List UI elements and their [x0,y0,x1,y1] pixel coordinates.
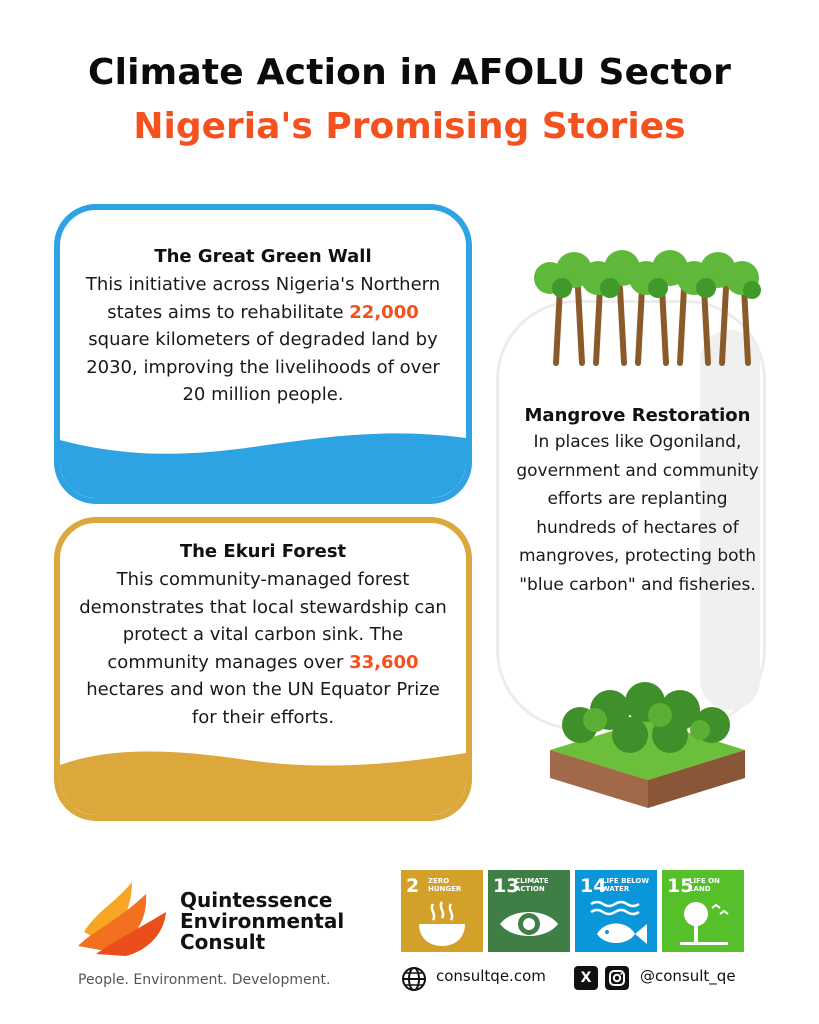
gold-wave-decoration [60,735,466,815]
great-green-wall-text [74,271,452,409]
forest-soil-block-icon [540,680,755,810]
sdg-14-tile [575,870,657,952]
mangrove-trees-icon [530,248,766,368]
ekuri-forest-title: The Ekuri Forest [179,541,347,562]
ekuri-forest-content [60,541,466,731]
tagline: People. Environment. Development. [78,972,331,988]
x-social-icon[interactable]: X [574,966,598,990]
mangrove-title: Mangrove Restoration [524,405,751,426]
sdg-15-label: LIFE ON LAND [689,877,720,893]
ekuri-forest-text-part1: This community-managed forest demonstrates that local stewardship can protect a vital carbon sink. The community manages over [79,569,447,673]
brand-line-2: Environmental [180,909,345,933]
great-green-wall-title: The Great Green Wall [154,246,372,267]
sdg-2-tile [401,870,483,952]
great-green-wall-text-part1: This initiative across Nigeria's Northern states aims to rehabilitate [85,274,441,323]
ekuri-forest-card [54,517,472,821]
mangrove-text: In places like Ogoniland, government and community efforts are replanting hundreds of hectares of mangroves, protecting both "blue carbon" and fisheries. [516,432,759,595]
sdg-13-tile [488,870,570,952]
sdg-15-number: 15 [667,875,694,897]
page-title: Climate Action in AFOLU Sector [87,52,732,93]
ekuri-forest-text-part2: hectares and won the UN Equator Prize for their efforts. [86,679,440,728]
website-link[interactable]: consultqe.com [436,967,546,985]
great-green-wall-card [54,204,472,504]
ekuri-forest-text [74,566,452,731]
sdg-14-label: LIFE BELOW WATER [602,877,650,893]
tree-icon [662,896,744,952]
page-subtitle: Nigeria's Promising Stories [133,106,686,147]
social-handle[interactable]: @consult_qe [640,967,736,985]
brand-line-3: Consult [180,930,266,954]
great-green-wall-text-part2: square kilometers of degraded land by 2030, improving the livelihoods of over 20 million people. [86,329,440,405]
fish-icon [575,896,657,952]
sdg-2-label: ZERO HUNGER [428,877,462,893]
sdg-2-number: 2 [406,875,420,897]
blue-wave-decoration [60,418,466,498]
sdg-14-number: 14 [580,875,607,897]
great-green-wall-highlight: 22,000 [349,301,419,323]
instagram-icon[interactable] [605,966,629,990]
brand-line-1: Quintessence [180,888,333,912]
sdg-13-number: 13 [493,875,520,897]
ekuri-forest-highlight: 33,600 [349,651,419,673]
bowl-icon [401,896,483,952]
great-green-wall-content [60,246,466,409]
sdg-13-label: CLIMATE ACTION [515,877,549,893]
sdg-15-tile [662,870,744,952]
brand-name [180,890,344,953]
eye-globe-icon [488,896,570,952]
quintessence-logo-icon [76,872,172,956]
globe-icon [401,966,427,992]
mangrove-content [505,405,770,599]
